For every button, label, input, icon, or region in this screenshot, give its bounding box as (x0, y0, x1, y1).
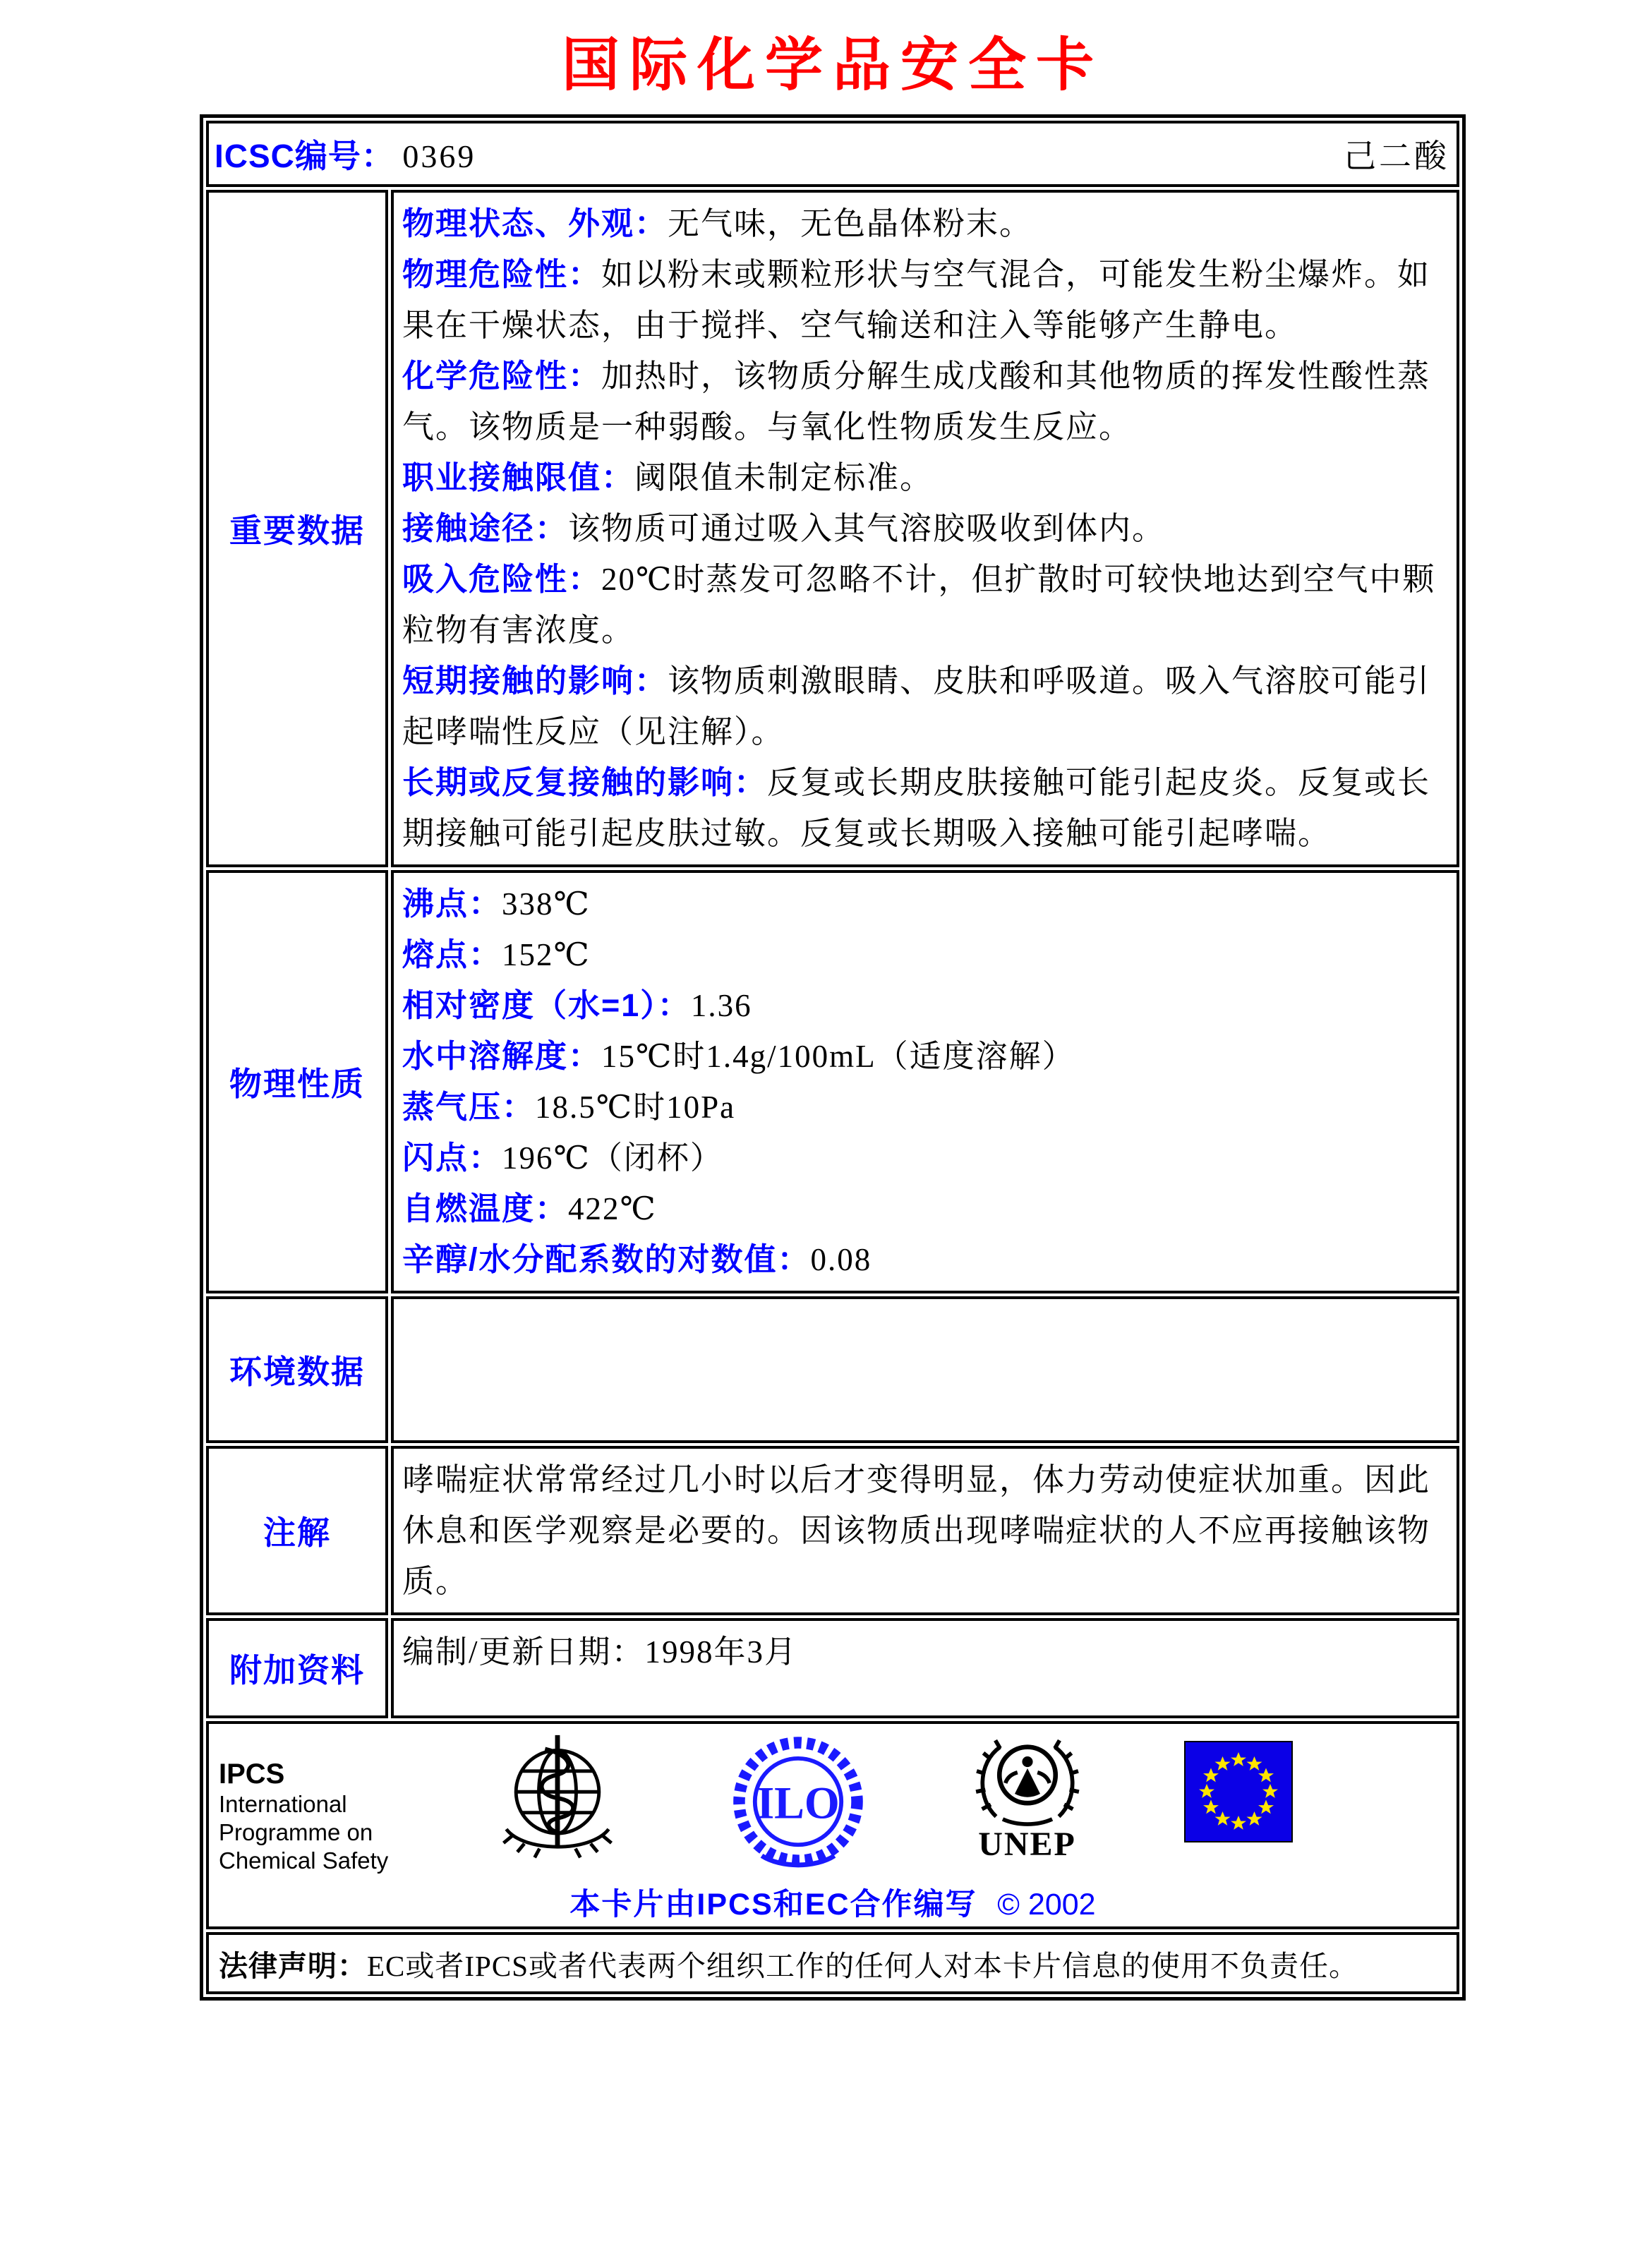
unep-text: UNEP (978, 1826, 1076, 1864)
item-label: 接触途径： (402, 510, 569, 547)
caption-text: 本卡片由IPCS和EC合作编写 (569, 1888, 977, 1922)
eu-flag-icon (1184, 1731, 1293, 1842)
title-bar (200, 34, 1466, 97)
item-label: 物理状态、外观： (402, 205, 668, 242)
section-content-cell (391, 1618, 1459, 1718)
item-label: 短期接触的影响： (402, 663, 668, 699)
item-label: 闪点： (402, 1140, 502, 1176)
item-text: 196℃（闭杯） (502, 1140, 723, 1176)
item-text: 15℃时1.4g/100mL（适度溶解） (601, 1039, 1075, 1075)
item-text: 如以粉末或颗粒形状与空气混合，可能发生粉尘爆炸。如果在干燥状态，由于搅拌、空气输送和注入等能够产生静电。 (402, 257, 1431, 344)
page-title: 国际化学品安全卡 (561, 33, 1104, 97)
item-label: 长期或反复接触的影响： (402, 764, 768, 801)
section-label-cell (206, 190, 388, 867)
item-text: 该物质刺激眼睛、皮肤和呼吸道。吸入气溶胶可能引起哮喘性反应（见注解）。 (402, 663, 1431, 750)
item-text: 该物质可通过吸入其气溶胶吸收到体内。 (568, 511, 1166, 547)
item-text: 1998年3月 (644, 1634, 798, 1670)
content-line (402, 879, 1448, 929)
legal-label: 法律声明： (219, 1949, 367, 1982)
item-label: 职业接触限值： (402, 459, 635, 496)
content-line (402, 980, 1448, 1031)
icsc-table (200, 114, 1466, 2001)
chemical-name: 己二酸 (1344, 138, 1449, 175)
ipcs-line: International (219, 1791, 347, 1818)
item-text: 20℃时蒸发可忽略不计，但扩散时可较快地达到空气中颗粒物有害浓度。 (402, 562, 1436, 649)
content-line (402, 1133, 1448, 1183)
item-label: 蒸气压： (402, 1089, 536, 1126)
legal-row (206, 1932, 1459, 1994)
item-text: 152℃ (502, 937, 591, 973)
section-row (206, 1618, 1459, 1718)
item-label: 辛醇/水分配系数的对数值： (402, 1241, 811, 1278)
icsc-number-value: 0369 (402, 138, 476, 175)
section-label: 物理性质 (229, 1066, 365, 1103)
content-line (402, 929, 1448, 980)
icsc-number-label: ICSC编号： (215, 138, 394, 175)
section-label: 附加资料 (229, 1652, 365, 1689)
section-label-cell (206, 1296, 388, 1443)
header-row (206, 121, 1459, 187)
content-line (402, 351, 1448, 452)
ipcs-text-block (219, 1731, 388, 1875)
item-text: 加热时，该物质分解生成戊酸和其他物质的挥发性酸性蒸气。该物质是一种弱酸。与氧化性物质发生反应。 (402, 358, 1431, 445)
section-content-cell (391, 1296, 1459, 1443)
item-label: 自燃温度： (402, 1190, 569, 1227)
item-text: 0.08 (810, 1242, 872, 1278)
section-label-cell (206, 1618, 388, 1718)
cooperation-caption (209, 1881, 1457, 1924)
section-row (206, 870, 1459, 1293)
section-row (206, 1446, 1459, 1615)
item-text: 422℃ (568, 1191, 657, 1227)
icsc-number-group (215, 131, 476, 177)
item-label: 吸入危险性： (402, 561, 602, 598)
section-label: 重要数据 (229, 512, 365, 550)
content-line (402, 1454, 1448, 1607)
section-label-cell (206, 870, 388, 1293)
who-emblem-icon (488, 1731, 627, 1869)
caption-copyright: © 2002 (997, 1888, 1096, 1922)
section-label: 注解 (263, 1514, 331, 1552)
legal-cell (206, 1932, 1459, 1994)
ipcs-line: Chemical Safety (219, 1847, 389, 1874)
logos-row (206, 1721, 1459, 1929)
item-text: 阈限值未制定标准。 (634, 460, 934, 496)
section-content-cell (391, 190, 1459, 867)
item-text: 无气味，无色晶体粉末。 (668, 206, 1033, 242)
content-line (402, 1183, 1448, 1234)
content-line (402, 452, 1448, 503)
content-line (402, 1234, 1448, 1285)
ipcs-line: Programme on (219, 1819, 373, 1846)
header-cell (206, 121, 1459, 187)
item-label: 沸点： (402, 886, 502, 922)
logos-cell (206, 1721, 1459, 1929)
section-row (206, 190, 1459, 867)
content-line (402, 1031, 1448, 1082)
item-label: 熔点： (402, 936, 502, 973)
content-line (402, 198, 1448, 249)
item-label: 相对密度（水=1）： (402, 987, 691, 1024)
item-text: 338℃ (502, 886, 591, 922)
legal-text: EC或者IPCS或者代表两个组织工作的任何人对本卡片信息的使用不负责任。 (367, 1949, 1358, 1982)
content-line (402, 503, 1448, 554)
unep-emblem-icon (970, 1731, 1085, 1862)
section-content-cell (391, 1446, 1459, 1615)
ilo-text: ILO (756, 1778, 840, 1828)
item-text: 哮喘症状常常经过几小时以后才变得明显，体力劳动使症状加重。因此休息和医学观察是必要的。因该物质出现哮喘症状的人不应再接触该物质。 (402, 1462, 1431, 1600)
section-label-cell (206, 1446, 388, 1615)
content-line (402, 757, 1448, 859)
content-line (402, 656, 1448, 757)
content-line (402, 1627, 1448, 1677)
content-line (402, 554, 1448, 656)
content-line (402, 1082, 1448, 1133)
item-label: 物理危险性： (402, 256, 602, 293)
item-label: 化学危险性： (402, 358, 602, 394)
item-text: 1.36 (690, 988, 752, 1024)
ilo-emblem-icon (726, 1731, 870, 1875)
content-line (402, 249, 1448, 351)
item-text: 18.5℃时10Pa (535, 1090, 736, 1126)
ipcs-abbr: IPCS (219, 1759, 285, 1790)
section-content-cell (391, 870, 1459, 1293)
section-row (206, 1296, 1459, 1443)
section-label: 环境数据 (229, 1353, 365, 1391)
item-label: 水中溶解度： (402, 1038, 602, 1075)
item-text: 反复或长期皮肤接触可能引起皮炎。反复或长期接触可能引起皮肤过敏。反复或长期吸入接触可能引起哮喘。 (402, 765, 1431, 852)
item-label: 编制/更新日期： (402, 1634, 645, 1670)
